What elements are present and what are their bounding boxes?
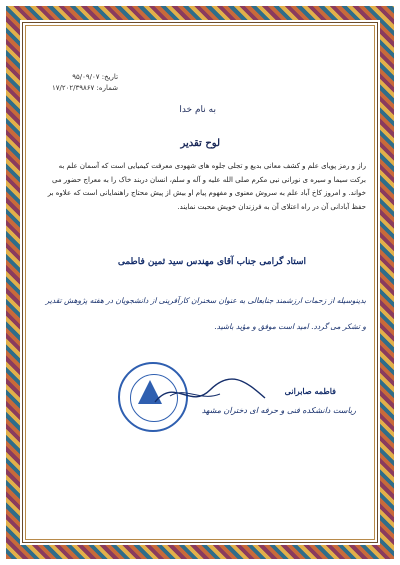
- appreciation-text: بدینوسیله از زحمات ارزشمند جنابعالی به عنوان سخنران کارآفرینی از دانشجویان در هفته پژوهش تقدیر و تشکر می گردد. امید است موفق و مؤید باشید.: [45, 296, 366, 331]
- letter-number: شماره: ۱۷/۲۰۲/۳۹۸۶۷: [52, 84, 119, 92]
- bismillah: به نام خدا: [179, 105, 216, 115]
- certificate-body: راز و رمز پویای علم و کشف معانی بدیع و تجلی جلوه های شهودی معرفت کیمیایی است که آسمان علم به برکت سیما و سیره ی نورانی نبی مکرم صلی الله علیه و آله و سلم، انسان دربند خاک را به معراج حضور می خواند. و امروز کاخ آباد علم به سروش معنوی و مفهوم پیام او بیش از پیش محتاج راهنمایانی است که علاوه بر حفظ آبادانی آن در راه اعتلای آن به فرزندان خویش محبت نمایند.: [47, 162, 366, 211]
- letter-date: تاریخ: ۹۵/۰۹/۰۷: [72, 73, 119, 81]
- recipient-name: استاد گرامی جناب آقای مهندس سید ثمین فاطمی: [117, 257, 306, 267]
- certificate-title: لوح تقدیر: [180, 138, 220, 149]
- handwritten-signature: [150, 372, 270, 412]
- letter-meta: [52, 72, 118, 94]
- signer-name: فاطمه صابرانی: [284, 386, 336, 396]
- certificate: [34, 30, 366, 530]
- signer-title: ریاست دانشکده فنی و حرفه ای دختران مشهد: [201, 406, 356, 415]
